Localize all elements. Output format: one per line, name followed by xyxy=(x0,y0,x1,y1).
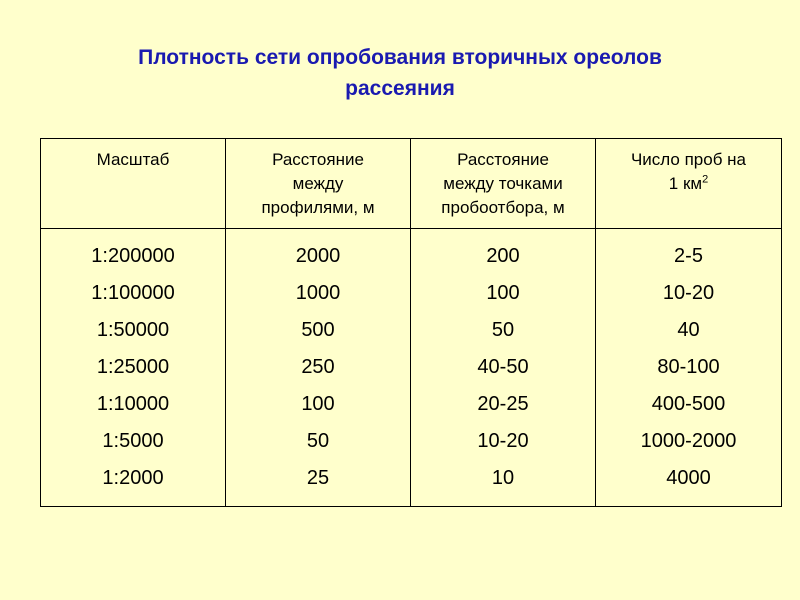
header-samples-unit: 1 км xyxy=(668,174,703,193)
header-profile-line-3: профилями, м xyxy=(261,198,375,217)
scale-value: 1:100000 xyxy=(91,282,175,304)
profile-distance-value: 25 xyxy=(306,467,330,489)
title-line-2: рассеяния xyxy=(345,77,455,100)
samples-value: 40 xyxy=(677,319,700,341)
point-distance-value: 10 xyxy=(491,467,515,489)
header-samples-per-km2 xyxy=(596,139,782,229)
point-distance-column xyxy=(411,229,596,507)
scale-column xyxy=(41,229,226,507)
header-samples-superscript: 2 xyxy=(702,173,709,186)
scale-value: 1:2000 xyxy=(102,467,164,489)
scale-value: 1:25000 xyxy=(96,356,170,378)
header-samples-line-2 xyxy=(596,172,781,196)
samples-value: 400-500 xyxy=(651,393,726,415)
profile-distance-value: 50 xyxy=(306,430,330,452)
header-point-line-1: Расстояние xyxy=(457,150,549,169)
header-point-distance xyxy=(411,139,596,229)
table-body-row xyxy=(41,229,782,507)
profile-distance-value: 250 xyxy=(301,356,335,378)
header-scale xyxy=(41,139,226,229)
header-point-line-3: пробоотбора, м xyxy=(441,198,565,217)
scale-value: 1:10000 xyxy=(96,393,170,415)
scale-value: 1:5000 xyxy=(102,430,164,452)
samples-per-km2-column xyxy=(596,229,782,507)
scale-value: 1:200000 xyxy=(91,245,175,267)
point-distance-value: 10-20 xyxy=(477,430,529,452)
samples-value: 1000-2000 xyxy=(640,430,737,452)
profile-distance-value: 500 xyxy=(301,319,335,341)
profile-distance-column xyxy=(226,229,411,507)
header-profile-line-1: Расстояние xyxy=(272,150,364,169)
point-distance-value: 200 xyxy=(486,245,520,267)
header-samples-line-1: Число проб на xyxy=(630,150,747,169)
header-point-line-2: между точками xyxy=(443,174,563,193)
samples-value: 2-5 xyxy=(674,245,703,267)
scale-value: 1:50000 xyxy=(96,319,170,341)
point-distance-value: 100 xyxy=(486,282,520,304)
page-title xyxy=(0,42,800,104)
point-distance-value: 50 xyxy=(491,319,515,341)
title-line-1: Плотность сети опробования вторичных ореолов xyxy=(138,46,662,69)
samples-value: 4000 xyxy=(666,467,711,489)
point-distance-value: 40-50 xyxy=(477,356,529,378)
sampling-density-table xyxy=(40,138,782,507)
samples-value: 10-20 xyxy=(662,282,715,304)
profile-distance-value: 2000 xyxy=(295,245,341,267)
header-scale-line: Масштаб xyxy=(96,150,170,169)
point-distance-value: 20-25 xyxy=(477,393,529,415)
samples-value: 80-100 xyxy=(657,356,720,378)
table-header-row xyxy=(41,139,782,229)
header-profile-distance xyxy=(226,139,411,229)
header-profile-line-2: между xyxy=(292,174,344,193)
profile-distance-value: 100 xyxy=(301,393,335,415)
profile-distance-value: 1000 xyxy=(295,282,341,304)
